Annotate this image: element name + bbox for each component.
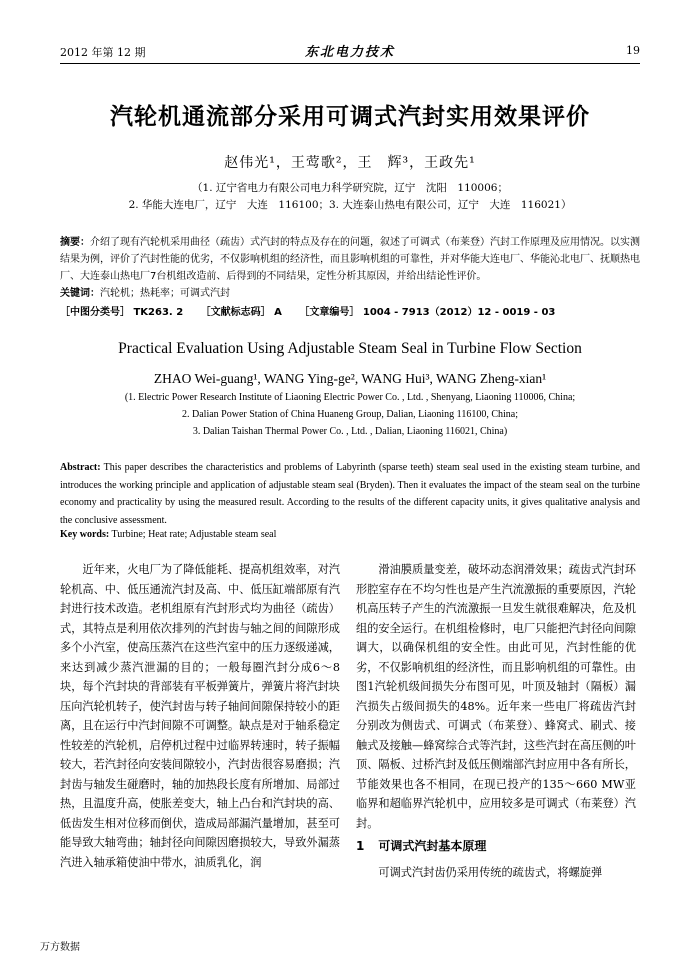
journal-name: 东北电力技术	[304, 45, 395, 60]
running-header	[60, 40, 640, 62]
english-affiliation-3: 3. Dalian Taishan Thermal Power Co. , Ltd. , Dalian, Liaoning 116021, China)	[192, 426, 508, 437]
classification-line	[60, 303, 640, 318]
article-number: ［文章编号］ 1004 - 7913（2012）12 - 0019 - 03	[299, 307, 556, 318]
body-paragraph: 滑油膜质量变差，破坏动态润滑效果；疏齿式汽封环形腔室存在不均匀性也是产生汽流激振的重要原因，汽轮机高压转子产生的汽流激振一旦发生就很难解决，危及机组的安全运行。在机组检修时，电厂只能把汽封径向间隙调大，以确保机组的安全性。由此可见，汽封性能的优劣，不仅影响机组的经济性，而且影响机组的可靠性。由图1汽轮机级间损失分布图可见，叶顶及轴封（隔板）漏汽损失占级间损失的48%。近年来一些电厂将疏齿汽封分别改为侧齿式、可调式（布莱登）、蜂窝式、刷式、接触式及接触—蜂窝综合式等汽封，这些汽封在高压侧的叶顶、隔板、过桥汽封及低压侧端部汽封应用中各有所长，节能效果也各不相同，在现已投产的135～660 MW亚临界和超临界汽轮机中，应用较多是可调式（布莱登）汽封。	[356, 563, 636, 830]
english-keywords-label: Key words:	[60, 529, 110, 540]
clc-number: ［中图分类号］ TK263. 2	[60, 307, 184, 318]
english-abstract	[60, 459, 640, 529]
english-abstract-text: This paper describes the characteristics and problems of Labyrinth (sparse teeth) steam seal used in the existing steam turbine, and introduces the working principle and application of adjustable steam seal (Bryden). Then it evaluates the impact of the steam seal on the turbine economy and practicality by using the measured result. According to the results of the different capacity units, it gives qualitative analysis and the conclusive assessment.	[60, 462, 640, 526]
abstract-cn-text: 介绍了现有汽轮机采用曲径（疏齿）式汽封的特点及存在的问题，叙述了可调式（布莱登）汽封工作原理及应用情况。以实测结果为例，评价了汽封性能的优劣，不仅影响机组的经济性，而且影响机组的可靠性，并对华能大连电厂、华能沁北电厂、抚顺热电厂、大连泰山热电厂7台机组改造前、后得到的不同结果，定性分析其原因，并给出结论性评价。	[60, 237, 640, 282]
affiliation-line-1: （1. 辽宁省电力有限公司电力科学研究院，辽宁 沈阳 110006；	[192, 182, 508, 194]
english-affiliation-2: 2. Dalian Power Station of China Huaneng Group, Dalian, Liaoning 116100, China;	[182, 409, 518, 420]
body-paragraph: 近年来，火电厂为了降低能耗、提高机组效率，对汽轮机高、中、低压通流汽封及高、中、低压缸端部原有汽封进行技术改造。老机组原有汽封形式均为曲径（疏齿）式，其特点是利用依次排列的汽封齿与轴之间的间隙形成多个小汽室，使高压蒸汽在这些汽室中的压力逐级递减，来达到减少蒸汽泄漏的目的；一般每圈汽封分成6～8块，每个汽封块的背部装有平板弹簧片，弹簧片将汽封块压向汽轮机转子，使汽封齿与转子轴间间隙保持较小的距离，且在运行中汽封间隙不可调整。缺点是对于轴系稳定性较差的汽轮机，启停机过程中过临界转速时，转子振幅较大，若汽封径向安装间隙较小，汽封齿很容易磨损；汽封齿与轴发生碰磨时，轴的加热段长度有所增加、局部过热，且温度升高，使胀差变大，轴上凸台和汽封块的高、低齿发生相对位移而倒伏，造成局部漏汽量增加，甚至可能导致大轴弯曲；轴封径向间隙因磨损较大，导致外漏蒸汽进入轴承箱使油中带水，油质乳化，润	[60, 563, 340, 869]
section-heading	[356, 837, 636, 857]
english-keywords-text: Turbine; Heat rate; Adjustable steam seal	[111, 529, 277, 540]
doc-code: ［文献标志码］ A	[200, 307, 282, 318]
author-list: 赵伟光¹，王莺歌²，王 辉³，王政先¹	[224, 155, 476, 171]
page-number: 19	[626, 44, 640, 57]
english-affiliation-1: (1. Electric Power Research Institute of Liaoning Electric Power Co. , Ltd. , Shenyang, Liaoning 110006, China;	[124, 392, 576, 403]
body-column-right	[356, 560, 636, 882]
abstract-cn-label: 摘要：	[60, 237, 90, 248]
section-number: 1	[356, 839, 365, 853]
section-title: 可调式汽封基本原理	[378, 839, 487, 853]
keywords-cn: 汽轮机；热耗率；可调式汽封	[100, 288, 230, 299]
header-rule	[60, 63, 640, 64]
english-authors: ZHAO Wei-guang¹, WANG Ying-ge², WANG Hui³, WANG Zheng-xian¹	[153, 371, 547, 386]
body-column-left	[60, 560, 340, 872]
abstract-cn	[60, 234, 640, 302]
english-title: Practical Evaluation Using Adjustable Steam Seal in Turbine Flow Section	[118, 340, 582, 357]
paper-title: 汽轮机通流部分采用可调式汽封实用效果评价	[110, 104, 590, 130]
affiliation-line-2: 2. 华能大连电厂，辽宁 大连 116100；3. 大连泰山热电有限公司，辽宁 大连 116021）	[128, 199, 572, 211]
footer-watermark: 万方数据	[40, 942, 80, 953]
body-paragraph: 可调式汽封齿仍采用传统的疏齿式，将螺旋弹	[378, 865, 603, 879]
english-abstract-label: Abstract:	[60, 462, 101, 473]
keywords-cn-label: 关键词：	[60, 288, 100, 299]
issue-label: 2012 年第 12 期	[60, 46, 146, 59]
english-keywords	[60, 529, 640, 540]
